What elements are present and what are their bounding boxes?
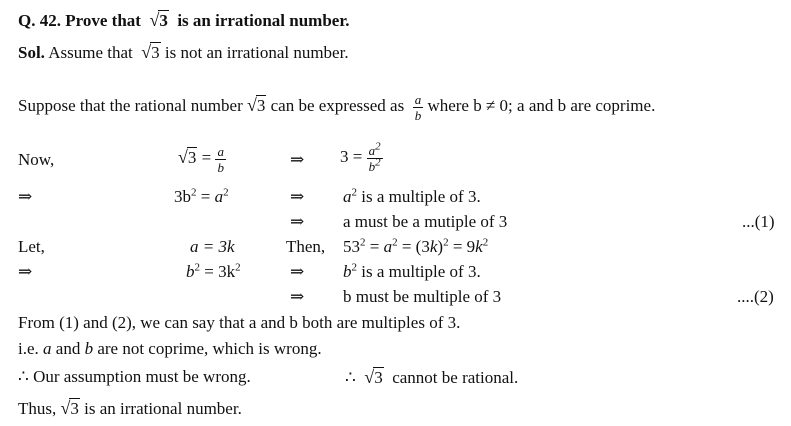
row2-statement: $a^2$ is a multiple of 3. [343, 186, 481, 206]
row5-statement: $b^2$ is a multiple of 3. [343, 261, 481, 281]
implies-arrow: ⇒ [290, 187, 305, 206]
sqrt-symbol: √3 [149, 10, 168, 30]
conclusion-line-1: From (1) and (2), we can say that a and b both are multiples of 3. [18, 313, 461, 332]
suppose-pre: Suppose that the rational number [18, 96, 243, 115]
solution-line [18, 42, 349, 63]
fraction-a2-over-b2: $\frac{a^2}{b^2}$ [368, 140, 381, 174]
assume-pre: Assume that [48, 43, 133, 62]
therefore-line-1: ∴ Our assumption must be wrong. [18, 367, 251, 386]
question-number: Q. 42. [18, 11, 61, 30]
row5-equation: $b^2 = 3k^2$ [186, 261, 241, 281]
therefore-line-2: ∴ √3 cannot be rational. [345, 367, 519, 387]
fraction-a-over-b: $\frac{a}{b}$ [217, 143, 224, 175]
let-equation: a = 3k [190, 237, 235, 256]
three-equation: 3 = $\frac{a^2}{b^2}$ [340, 140, 381, 174]
implies-arrow: ⇒ [290, 150, 305, 169]
then-label: Then, [286, 237, 326, 256]
sqrt-symbol: √3 [178, 147, 197, 167]
let-label: Let, [18, 237, 45, 256]
now-label: Now, [18, 150, 55, 169]
assume-post: is not an irrational number. [164, 43, 349, 62]
question-tail: is an irrational number. [177, 11, 350, 30]
sqrt-symbol: √3 [246, 95, 266, 115]
implies-arrow: ⇒ [290, 212, 305, 231]
fraction-a-over-b: $\frac{a}{b}$ [414, 91, 422, 123]
row6-statement: b must be multiple of 3 [343, 287, 502, 306]
solution-label: Sol. [18, 43, 45, 62]
implies-arrow: ⇒ [18, 262, 33, 281]
question-prove: Prove that [65, 11, 141, 30]
implies-arrow: ⇒ [290, 287, 305, 306]
equation-ref-2: ....(2) [737, 287, 774, 306]
sqrt-symbol: √3 [141, 42, 160, 62]
suppose-post: where b ≠ 0; a and b are coprime. [427, 96, 656, 115]
then-expression: $53^2 = a^2 = (3k)^2 = 9k^2$ [343, 236, 489, 256]
implies-arrow: ⇒ [290, 262, 305, 281]
thus-line: Thus, √3 is an irrational number. [18, 398, 242, 418]
implies-arrow: ⇒ [18, 187, 33, 206]
conclusion-line-2: i.e. a and b are not coprime, which is wrong. [18, 339, 322, 358]
question-line [18, 10, 350, 31]
sqrt-symbol: √3 [60, 398, 79, 418]
sqrt-symbol: √3 [364, 367, 383, 387]
suppose-mid: can be expressed as [270, 96, 405, 115]
now-equation: √3 = $\frac{a}{b}$ [178, 140, 226, 175]
row3-statement: a must be a mutiple of 3 [343, 212, 508, 231]
equation-ref-1: ...(1) [742, 212, 775, 231]
suppose-line [18, 88, 655, 123]
row2-equation: $3b^2 = a^2$ [174, 186, 229, 206]
